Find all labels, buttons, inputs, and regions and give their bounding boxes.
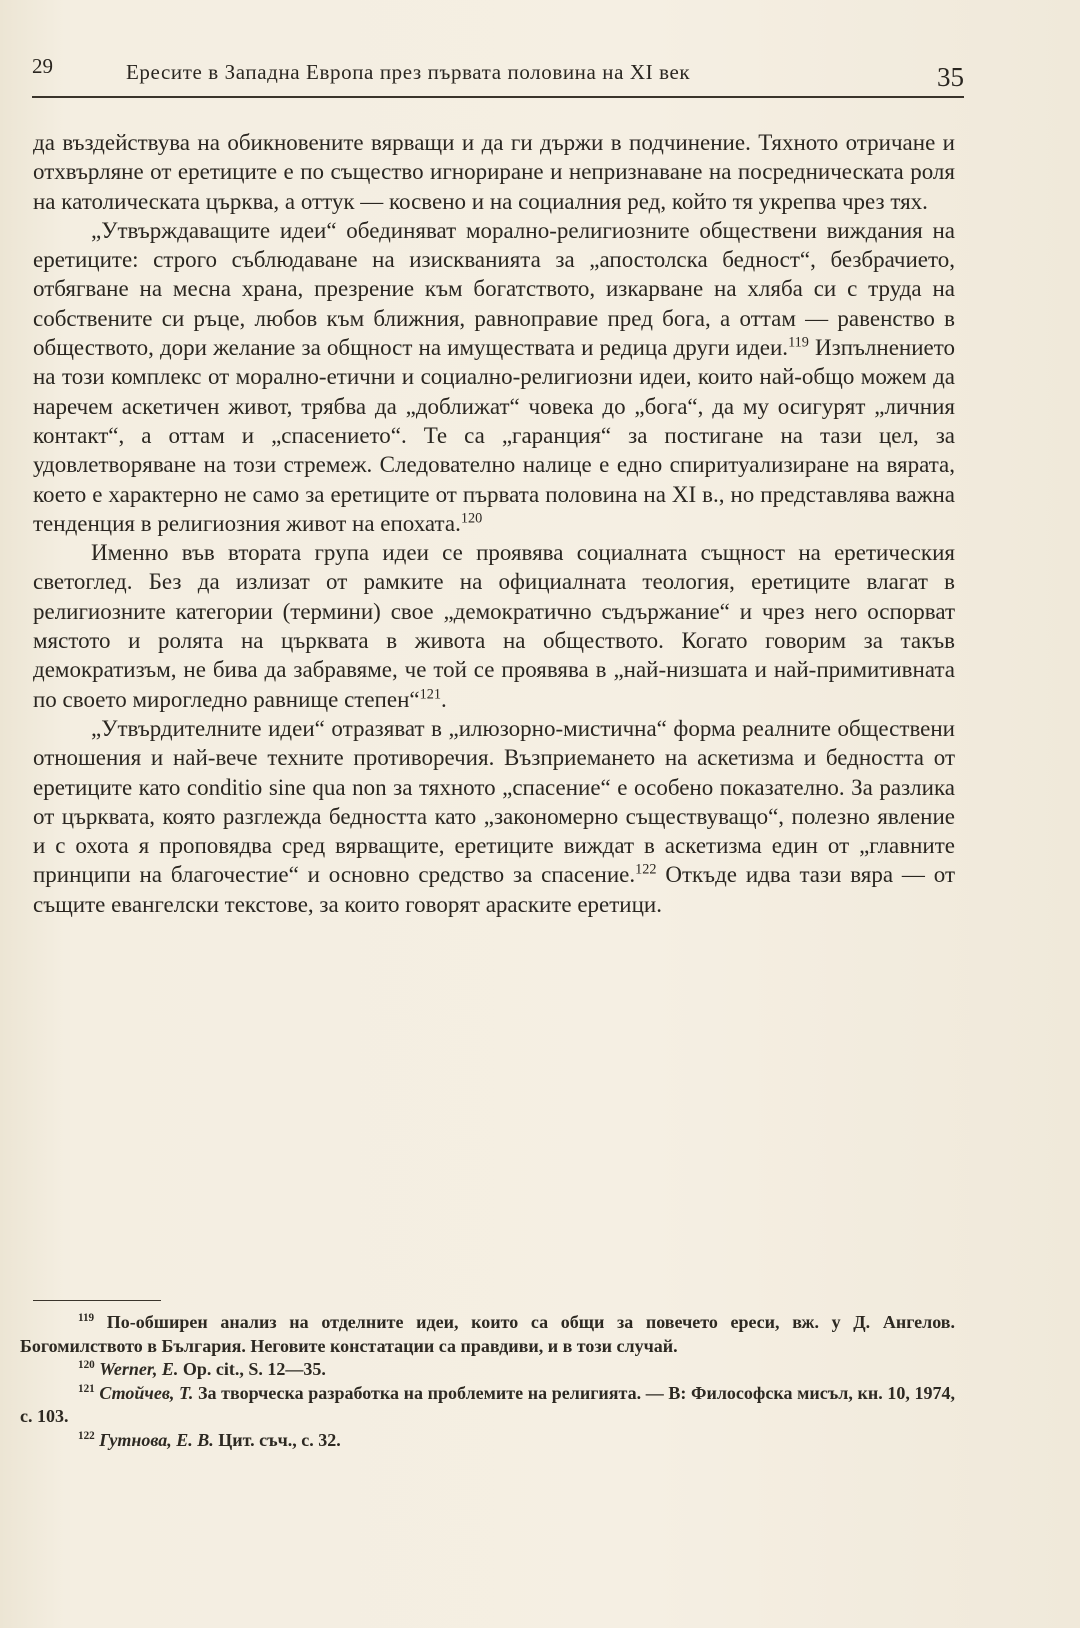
- footnote-ref: 122: [635, 861, 657, 878]
- latin-phrase: conditio sine qua non: [186, 774, 387, 800]
- paragraph: „Утвърдителните идеи“ отразяват в „илюзорно-мистична“ форма реалните обществени отношения и най-вече техните противоречия. Възприемането на аскетизма и бедността от еретиците като conditio sine qua non за тяхното „спасение“ е особено показателно. За разлика от църквата, която разглежда бедността като „закономерно съществуващо“, полезно явление и с охота я проповядва сред вярващите, еретиците виждат в аскетизма един от „главните принципи на благочестие“ и основно средство за спасение.$^{122}$ Откъде идва тази вяра — от същите евангелски текстове, за които говорят араските еретици.: [33, 715, 956, 917]
- paragraph: Именно във втората група идеи се проявява социалната същност на еретическия светоглед. Без да излизат от рамките на официалната теология, еретиците влагат в религиозните категории (термини) свое „демократично съдържание“ и чрез него оспорват мястото и ролята на църквата в живота на обществото. Когато говорим за такъв демократизъм, не бива да забравяме, че той се проявява в „най-низшата и най-примитивната по своето мирогледно равнище степен“$^{121}$.: [33, 540, 955, 712]
- header-rule: [32, 96, 964, 98]
- footnote-author: Werner, E.: [99, 1359, 179, 1380]
- footnote-number: 121: [78, 1382, 95, 1395]
- footnote-author: Стойчев, Т.: [99, 1382, 194, 1403]
- footnote: $^{119}$ По-обширен анализ на отделните идеи, които са общи за повечето ереси, вж. у Д. Ангелов. Богомилството в България. Неговите констатации са правдиви, и в този случай.: [20, 1312, 956, 1356]
- footnote-ref: 120: [460, 510, 483, 527]
- footnote: $^{122}$ Гутнова, Е. В. Цит. съч., с. 32.: [78, 1429, 341, 1450]
- footnote-author: Гутнова, Е. В.: [99, 1429, 214, 1450]
- footnote-number: 122: [78, 1429, 95, 1442]
- page-header: [32, 46, 964, 96]
- main-text: [33, 128, 955, 919]
- paragraph: „Утвърждаващите идеи“ обединяват морално-религиозните обществени виждания на еретиците: строго съблюдаване на изискванията за „апостолска бедност“, безбрачието, отбягване на месна храна, презрение към богатството, изкарване на хляба си с труда на собствените си ръце, любов към ближния, равноправие пред бога, а оттам — равенство в обществото, дори желание за общност на имуществата и редица други идеи.$^{119}$ Изпълнението на този комплекс от морално-етични и социално-религиозни идеи, които най-общо можем да наречем аскетичен живот, трябва да „доближат“ човека до „бога“, да му осигурят „личния контакт“, а оттам и „спасението“. Те са „гаранция“ за постигане на тази цел, за удовлетворяване на този стремеж. Следователно налице е едно спиритуализиране на вярата, което е характерно не само за еретиците от първата половина на XI в., но представлява важна тенденция в религиозния живот на епохата.$^{120}$: [33, 217, 955, 536]
- footnote-number: 119: [78, 1312, 95, 1324]
- footnote-ref: 121: [419, 685, 441, 702]
- footnote-separator: [33, 1300, 161, 1301]
- right-page-number: 35: [937, 62, 964, 92]
- paragraph: да въздействува на обикновените вярващи и да ги държи в подчинение. Тяхното отричане и отхвърляне от еретиците е по същество игнориране и непризнаване на посредническата роля на католическата църква, а оттук — косвено и на социалния ред, който тя укрепва чрез тях.: [33, 130, 955, 214]
- running-title: Ересите в Западна Европа през първата половина на XI век: [126, 60, 691, 84]
- left-page-number: 29: [32, 54, 53, 78]
- footnotes: [20, 1311, 955, 1453]
- footnote: $^{121}$ Стойчев, Т. За творческа разработка на проблемите на религията. — В: Философска мисъл, кн. 10, 1974, с. 103.: [20, 1382, 955, 1427]
- footnote-number: 120: [78, 1359, 95, 1372]
- footnote: $^{120}$ Werner, E. Op. cit., S. 12—35.: [78, 1359, 326, 1380]
- footnote-ref: 119: [788, 334, 809, 351]
